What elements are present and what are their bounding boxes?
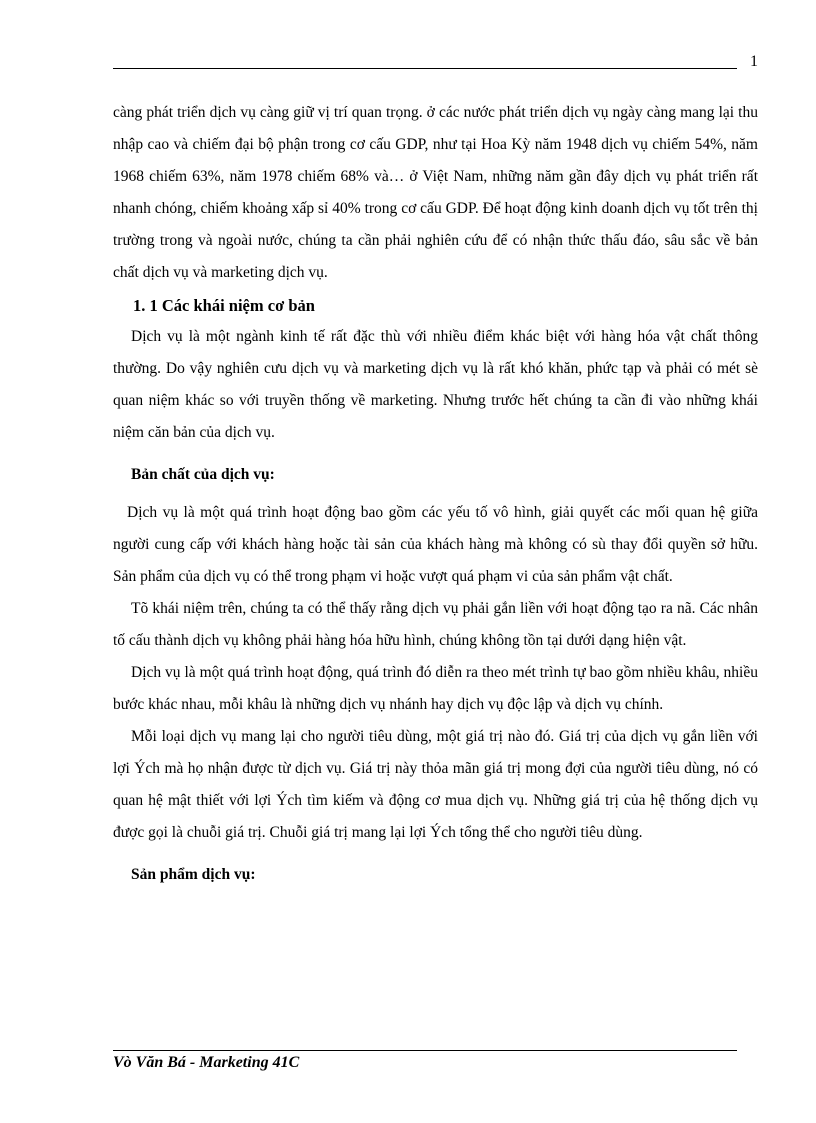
- page-number: 1: [750, 53, 758, 70]
- paragraph-concept: Tõ khái niệm trên, chúng ta có thể thấy rằng dịch vụ phải gắn liền với hoạt động tạo ra nã. Các nhân tố cấu thành dịch vụ không phải hàng hóa hữu hình, chúng không tồn tại dưới dạng hiện vật.: [113, 600, 758, 649]
- subheading-nature-of-service: Bản chất của dịch vụ:: [131, 466, 275, 483]
- document-body: [113, 97, 758, 897]
- paragraph-process: Dịch vụ là một quá trình hoạt động, quá trình đó diễn ra theo mét trình tự bao gồm nhiều khâu, nhiều bước khác nhau, mỗi khâu là những dịch vụ nhánh hay dịch vụ độc lập và dịch vụ chính.: [113, 664, 758, 713]
- section-heading: 1. 1 Các khái niệm cơ bản: [133, 296, 315, 315]
- header-rule: [113, 68, 737, 69]
- paragraph-definition: Dịch vụ là một quá trình hoạt động bao gồm các yếu tố vô hình, giải quyết các mối quan hệ giữa người cung cấp với khách hàng hoặc tài sản của khách hàng mà không có sù thay đổi quyền sở hữu. Sản phẩm của dịch vụ có thể trong phạm vi hoặc vượt quá phạm vi của sản phẩm vật chất.: [113, 504, 758, 585]
- section-intro-paragraph: Dịch vụ là một ngành kinh tế rất đặc thù với nhiều điểm khác biệt với hàng hóa vật chất thông thường. Do vậy nghiên cưu dịch vụ và marketing dịch vụ là rất khó khăn, phức tạp và phải có mét sè quan niệm khác so với truyền thống về marketing. Nhưng trước hết chúng ta cần đi vào những khái niệm căn bản của dịch vụ.: [113, 328, 758, 441]
- intro-paragraph: càng phát triển dịch vụ càng giữ vị trí quan trọng. ở các nước phát triển dịch vụ ngày càng mang lại thu nhập cao và chiếm đại bộ phận trong cơ cấu GDP, như tại Hoa Kỳ năm 1948 dịch vụ chiếm 54%, năm 1968 chiếm 63%, năm 1978 chiếm 68% và… ở Việt Nam, những năm gần đây dịch vụ phát triển rất nhanh chóng, chiếm khoảng xấp sỉ 40% trong cơ cấu GDP. Để hoạt động kinh doanh dịch vụ tốt trên thị trường trong và ngoài nước, chúng ta cần phải nghiên cứu để có nhận thức thấu đáo, sâu sắc về bản chất dịch vụ và marketing dịch vụ.: [113, 104, 758, 281]
- footer-rule: [113, 1050, 737, 1051]
- paragraph-value: Mỗi loại dịch vụ mang lại cho người tiêu dùng, một giá trị nào đó. Giá trị của dịch vụ gắn liền với lợi Ých mà họ nhận được từ dịch vụ. Giá trị này thỏa mãn giá trị mong đợi của người tiêu dùng, nó có quan hệ mật thiết với lợi Ých tìm kiếm và động cơ mua dịch vụ. Những giá trị của hệ thống dịch vụ được gọi là chuỗi giá trị. Chuỗi giá trị mang lại lợi Ých tổng thể cho người tiêu dùng.: [113, 728, 758, 841]
- footer-author: Vò Văn Bá - Marketing 41C: [113, 1054, 300, 1071]
- subheading-service-product: Sản phẩm dịch vụ:: [131, 866, 256, 883]
